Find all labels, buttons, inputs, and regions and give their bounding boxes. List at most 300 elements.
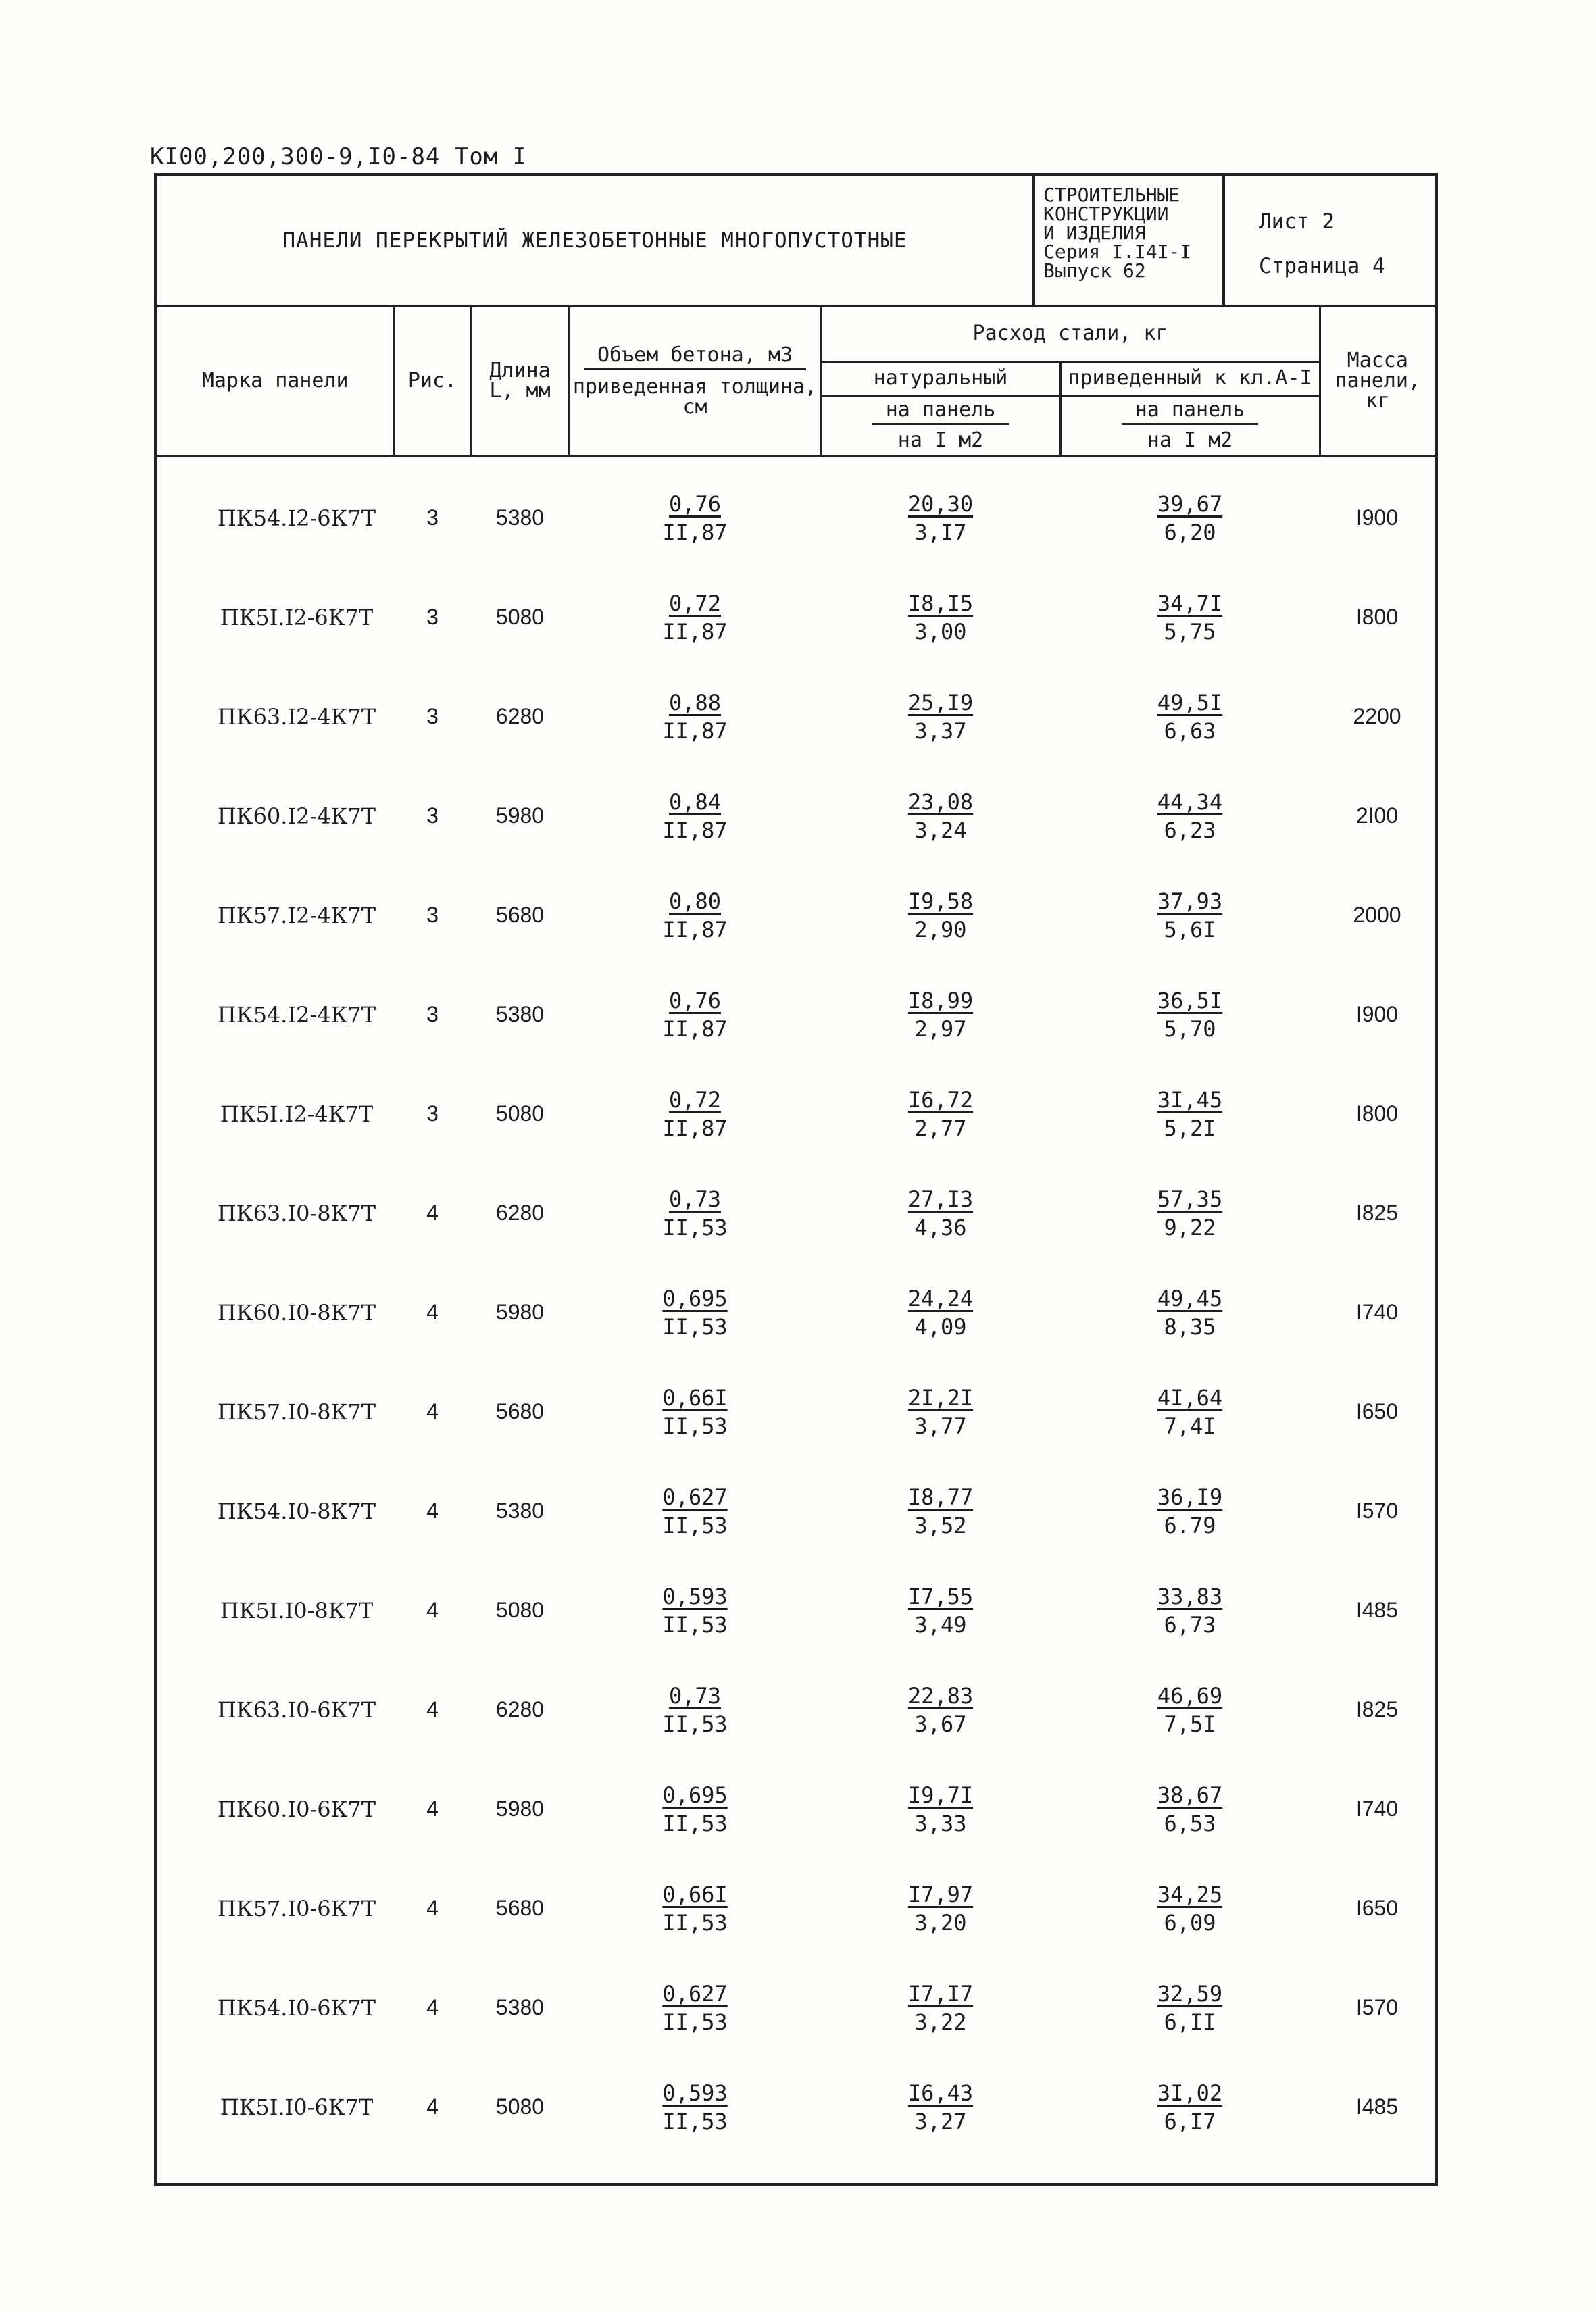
table-row <box>157 1759 1435 1859</box>
steel-reduced <box>1060 865 1320 965</box>
panel-mark-text: ПК5I.I2-6К7Т <box>220 604 374 630</box>
panel-mark <box>157 766 394 865</box>
fraction-value <box>908 1781 973 1838</box>
table-row <box>157 1461 1435 1561</box>
header-length: Длина L, мм <box>471 307 569 456</box>
value-denominator: II,53 <box>662 2009 728 2035</box>
panel-mark <box>157 456 394 568</box>
value-numerator: 57,35 <box>1157 1186 1223 1212</box>
value-denominator: 6,09 <box>1164 1909 1216 1936</box>
panel-mark <box>157 667 394 766</box>
steel-reduced <box>1060 456 1320 568</box>
title-block <box>157 176 1435 307</box>
steel-natural <box>821 766 1060 865</box>
fraction-value <box>908 1682 973 1738</box>
header-figure: Рис. <box>394 307 471 456</box>
figure-text: 4 <box>426 1896 439 1920</box>
steel-natural <box>821 568 1060 667</box>
concrete-volume <box>569 568 821 667</box>
fraction-value <box>1157 1980 1222 2036</box>
panel-mark <box>157 2057 394 2157</box>
panel-length <box>471 1561 569 1660</box>
concrete-volume <box>569 1064 821 1163</box>
fraction-value <box>662 986 727 1043</box>
panel-mark <box>157 1759 394 1859</box>
steel-reduced <box>1060 1958 1320 2057</box>
value-numerator: 2I,2I <box>907 1384 974 1411</box>
mass-text: 2I00 <box>1355 803 1399 828</box>
panel-mark <box>157 568 394 667</box>
figure-text: 4 <box>426 2094 439 2119</box>
value-denominator: 6,I7 <box>1164 2108 1216 2134</box>
value-numerator: 46,69 <box>1157 1682 1223 1709</box>
value-denominator: 6,20 <box>1164 519 1216 545</box>
steel-reduced <box>1060 965 1320 1064</box>
figure-text: 3 <box>426 1002 439 1026</box>
header-reduced: приведенный к кл.А-I <box>1060 361 1320 395</box>
concrete-volume <box>569 1561 821 1660</box>
value-denominator: 3,24 <box>914 817 967 843</box>
figure-number <box>394 965 471 1064</box>
panel-length <box>471 965 569 1064</box>
value-numerator: 0,695 <box>662 1782 728 1808</box>
series-line: Серия I.I4I-I <box>1043 241 1192 263</box>
steel-natural <box>821 2057 1060 2157</box>
panel-mark <box>157 1561 394 1660</box>
value-denominator: 3,22 <box>914 2009 967 2035</box>
value-numerator: 27,I3 <box>907 1186 974 1212</box>
fraction-value <box>1157 1185 1222 1242</box>
panel-mass <box>1320 1859 1435 1958</box>
mass-text: I740 <box>1355 1300 1399 1324</box>
header-per-m2: на I м2 <box>897 428 984 453</box>
fraction-value <box>908 1185 973 1242</box>
panel-length <box>471 456 569 568</box>
figure-text: 4 <box>426 1499 439 1523</box>
series-info <box>1032 176 1225 305</box>
steel-natural <box>821 1064 1060 1163</box>
value-denominator: II,87 <box>662 718 728 744</box>
fraction-value <box>908 788 973 845</box>
page-number: Страница 4 <box>1259 254 1385 278</box>
mass-text: I800 <box>1355 1101 1399 1126</box>
fraction-value <box>1157 887 1222 944</box>
table-row <box>157 1859 1435 1958</box>
header-volume <box>569 307 821 456</box>
value-denominator: II,87 <box>662 519 728 545</box>
figure-text: 3 <box>426 1101 439 1126</box>
value-denominator: 9,22 <box>1164 1214 1216 1240</box>
panel-length <box>471 1263 569 1362</box>
value-denominator: 4,09 <box>914 1313 967 1340</box>
value-numerator: 49,45 <box>1157 1285 1223 1311</box>
value-denominator: 3,52 <box>914 1512 967 1538</box>
panel-mass <box>1320 1958 1435 2057</box>
document-title: ПАНЕЛИ ПЕРЕКРЫТИЙ ЖЕЛЕЗОБЕТОННЫЕ МНОГОПУСТОТНЫЕ <box>282 228 907 253</box>
panel-mass <box>1320 456 1435 568</box>
concrete-volume <box>569 1362 821 1461</box>
length-text: 5980 <box>495 803 545 828</box>
value-denominator: 3,27 <box>914 2108 967 2134</box>
steel-reduced <box>1060 766 1320 865</box>
steel-reduced <box>1060 1660 1320 1759</box>
figure-number <box>394 2057 471 2157</box>
length-text: 6280 <box>495 1201 545 1225</box>
length-text: 5380 <box>495 505 545 530</box>
fraction-value <box>662 1980 727 2036</box>
value-denominator: II,53 <box>662 1909 728 1936</box>
panel-mark <box>157 1263 394 1362</box>
panel-mark-text: ПК60.I0-8К7Т <box>217 1299 376 1326</box>
panel-mark-text: ПК54.I0-8К7Т <box>217 1498 376 1524</box>
value-numerator: 3I,02 <box>1157 2080 1223 2106</box>
length-text: 5680 <box>495 1399 545 1424</box>
table-row <box>157 1163 1435 1263</box>
concrete-volume <box>569 865 821 965</box>
value-numerator: 0,76 <box>668 987 722 1013</box>
value-numerator: 0,66I <box>662 1384 728 1411</box>
steel-natural <box>821 965 1060 1064</box>
table-row <box>157 1561 1435 1660</box>
fraction-value <box>662 788 727 845</box>
fraction-value <box>662 1185 727 1242</box>
value-denominator: 3,67 <box>914 1711 967 1737</box>
value-denominator: 3,77 <box>914 1413 967 1439</box>
fraction-value <box>908 589 973 646</box>
panel-mark <box>157 1859 394 1958</box>
concrete-volume <box>569 1759 821 1859</box>
panel-mass <box>1320 568 1435 667</box>
table-row <box>157 965 1435 1064</box>
panel-mark-text: ПК57.I0-8К7Т <box>217 1399 376 1425</box>
length-text: 5980 <box>495 1796 545 1821</box>
mass-text: I570 <box>1355 1995 1399 2019</box>
value-denominator: 5,75 <box>1164 618 1216 645</box>
value-denominator: II,87 <box>662 817 728 843</box>
mass-text: I650 <box>1355 1896 1399 1920</box>
panel-mark-text: ПК54.I2-4К7Т <box>217 1001 376 1028</box>
fraction-value <box>1157 1086 1222 1142</box>
steel-natural <box>821 1561 1060 1660</box>
figure-text: 3 <box>426 704 439 728</box>
figure-number <box>394 1958 471 2057</box>
steel-reduced <box>1060 1561 1320 1660</box>
value-denominator: 5,70 <box>1164 1015 1216 1042</box>
figure-number <box>394 1461 471 1561</box>
fraction-value <box>1157 1682 1222 1738</box>
fraction-value <box>1157 2079 1222 2136</box>
header-per-panel: на панель <box>1122 400 1259 425</box>
figure-number <box>394 1660 471 1759</box>
value-numerator: 4I,64 <box>1157 1384 1223 1411</box>
panel-mark-text: ПК5I.I0-8К7Т <box>220 1597 374 1624</box>
fraction-value <box>662 1384 727 1440</box>
fraction-value <box>662 1880 727 1937</box>
length-text: 6280 <box>495 704 545 728</box>
steel-reduced <box>1060 667 1320 766</box>
value-denominator: 4,36 <box>914 1214 967 1240</box>
figure-text: 4 <box>426 1995 439 2019</box>
panel-mass <box>1320 667 1435 766</box>
value-numerator: I7,97 <box>907 1881 974 1907</box>
panel-mass <box>1320 766 1435 865</box>
panel-mark <box>157 1064 394 1163</box>
series-line: КОНСТРУКЦИИ <box>1043 203 1169 225</box>
value-denominator: II,87 <box>662 1015 728 1042</box>
fraction-value <box>1157 1781 1222 1838</box>
fraction-value <box>1157 1880 1222 1937</box>
panel-mass <box>1320 1660 1435 1759</box>
header-reduced-units <box>1060 395 1320 456</box>
panel-mark <box>157 1362 394 1461</box>
value-denominator: 3,49 <box>914 1611 967 1638</box>
steel-natural <box>821 1859 1060 1958</box>
fraction-value <box>908 688 973 745</box>
value-denominator: II,53 <box>662 1512 728 1538</box>
value-denominator: 2,97 <box>914 1015 967 1042</box>
value-numerator: 23,08 <box>907 788 974 815</box>
value-numerator: I8,77 <box>907 1484 974 1510</box>
value-numerator: 49,5I <box>1157 689 1223 715</box>
fraction-value <box>1157 986 1222 1043</box>
value-numerator: 0,593 <box>662 2080 728 2106</box>
figure-number <box>394 456 471 568</box>
value-numerator: 0,66I <box>662 1881 728 1907</box>
steel-natural <box>821 1263 1060 1362</box>
value-numerator: I9,58 <box>907 888 974 914</box>
fraction-value <box>1157 1284 1222 1341</box>
panel-mass <box>1320 1561 1435 1660</box>
fraction-value <box>908 1880 973 1937</box>
steel-natural <box>821 1163 1060 1263</box>
concrete-volume <box>569 1859 821 1958</box>
value-denominator: 2,77 <box>914 1115 967 1141</box>
value-denominator: II,53 <box>662 1214 728 1240</box>
value-numerator: 34,7I <box>1157 590 1223 616</box>
header-natural: натуральный <box>821 361 1060 395</box>
figure-number <box>394 1163 471 1263</box>
fraction-value <box>908 887 973 944</box>
steel-reduced <box>1060 1163 1320 1263</box>
sheet-number: Лист 2 <box>1259 209 1335 234</box>
sheet-frame <box>154 173 1438 2186</box>
document-code: КI00,200,300-9,I0-84 Том I <box>150 143 528 170</box>
figure-text: 4 <box>426 1796 439 1821</box>
fraction-value <box>1157 788 1222 845</box>
table-row <box>157 1362 1435 1461</box>
sheet-info <box>1225 176 1435 305</box>
value-numerator: 0,80 <box>668 888 722 914</box>
value-numerator: I6,72 <box>907 1086 974 1113</box>
panel-length <box>471 568 569 667</box>
concrete-volume <box>569 667 821 766</box>
value-numerator: 0,73 <box>668 1682 722 1709</box>
value-denominator: 3,37 <box>914 718 967 744</box>
concrete-volume <box>569 1163 821 1263</box>
length-text: 6280 <box>495 1697 545 1721</box>
concrete-volume <box>569 1461 821 1561</box>
panel-mark-text: ПК54.I0-6К7Т <box>217 1994 376 2021</box>
fraction-value <box>662 1582 727 1639</box>
fraction-value <box>662 2079 727 2136</box>
table-body <box>157 456 1435 2157</box>
value-numerator: 44,34 <box>1157 788 1223 815</box>
value-numerator: 37,93 <box>1157 888 1223 914</box>
figure-text: 4 <box>426 1300 439 1324</box>
table-row <box>157 456 1435 568</box>
value-denominator: 6,II <box>1164 2009 1216 2035</box>
value-numerator: I8,99 <box>907 987 974 1013</box>
table-header <box>157 307 1435 456</box>
figure-number <box>394 1561 471 1660</box>
header-steel: Расход стали, кг <box>821 307 1320 361</box>
value-denominator: 7,4I <box>1164 1413 1216 1439</box>
panel-mass <box>1320 1362 1435 1461</box>
length-text: 5980 <box>495 1300 545 1324</box>
header-per-m2: на I м2 <box>1147 428 1233 453</box>
series-line: И ИЗДЕЛИЯ <box>1043 222 1146 244</box>
panel-mark <box>157 1461 394 1561</box>
panel-length <box>471 1759 569 1859</box>
panel-mass <box>1320 2057 1435 2157</box>
value-denominator: 3,I7 <box>914 519 967 545</box>
length-text: 5380 <box>495 1499 545 1523</box>
fraction-value <box>908 1384 973 1440</box>
concrete-volume <box>569 1263 821 1362</box>
figure-number <box>394 865 471 965</box>
value-denominator: 6,23 <box>1164 817 1216 843</box>
value-denominator: 3,33 <box>914 1810 967 1836</box>
value-numerator: I7,55 <box>907 1583 974 1609</box>
length-text: 5380 <box>495 1995 545 2019</box>
table-row <box>157 1064 1435 1163</box>
panel-length <box>471 865 569 965</box>
mass-text: 2200 <box>1353 704 1401 728</box>
value-numerator: I8,I5 <box>907 590 974 616</box>
value-denominator: 7,5I <box>1164 1711 1216 1737</box>
figure-number <box>394 568 471 667</box>
panel-mark-text: ПК60.I2-4К7Т <box>217 803 376 829</box>
panel-mass <box>1320 1163 1435 1263</box>
panel-mass <box>1320 1759 1435 1859</box>
fraction-value <box>1157 490 1222 547</box>
mass-text: I650 <box>1355 1399 1399 1424</box>
value-denominator: 3,00 <box>914 618 967 645</box>
fraction-value <box>662 1682 727 1738</box>
fraction-value <box>662 688 727 745</box>
mass-text: 2000 <box>1353 903 1401 927</box>
steel-natural <box>821 456 1060 568</box>
panel-mark-text: ПК5I.I0-6К7Т <box>220 2094 374 2120</box>
table-row <box>157 1263 1435 1362</box>
fraction-value <box>662 589 727 646</box>
value-numerator: I7,I7 <box>907 1980 974 2007</box>
value-numerator: I6,43 <box>907 2080 974 2106</box>
table-row <box>157 667 1435 766</box>
value-denominator: 6.79 <box>1164 1512 1216 1538</box>
panel-mark-text: ПК63.I0-8К7Т <box>217 1200 376 1226</box>
table-row <box>157 1660 1435 1759</box>
mass-text: I485 <box>1355 2094 1399 2119</box>
length-text: 5680 <box>495 903 545 927</box>
figure-text: 3 <box>426 605 439 629</box>
value-denominator: II,53 <box>662 1711 728 1737</box>
panel-mark-text: ПК60.I0-6К7Т <box>217 1796 376 1822</box>
concrete-volume <box>569 766 821 865</box>
value-numerator: 0,72 <box>668 1086 722 1113</box>
value-denominator: 6,73 <box>1164 1611 1216 1638</box>
panel-length <box>471 1064 569 1163</box>
panel-mark <box>157 965 394 1064</box>
figure-number <box>394 667 471 766</box>
fraction-value <box>662 1781 727 1838</box>
value-numerator: 38,67 <box>1157 1782 1223 1808</box>
length-text: 5380 <box>495 1002 545 1026</box>
panel-spec-table <box>157 307 1435 2157</box>
length-text: 5680 <box>495 1896 545 1920</box>
concrete-volume <box>569 2057 821 2157</box>
value-numerator: 39,67 <box>1157 491 1223 517</box>
header-volume-top: Объем бетона, м3 <box>584 345 806 370</box>
header-mass: Масса панели, кг <box>1320 307 1435 456</box>
value-denominator: II,87 <box>662 1115 728 1141</box>
panel-mass <box>1320 1064 1435 1163</box>
value-numerator: 22,83 <box>907 1682 974 1709</box>
figure-number <box>394 1859 471 1958</box>
figure-text: 4 <box>426 1201 439 1225</box>
panel-mark-text: ПК57.I0-6К7Т <box>217 1895 376 1921</box>
figure-number <box>394 1362 471 1461</box>
length-text: 5080 <box>495 1598 545 1622</box>
fraction-value <box>908 1086 973 1142</box>
concrete-volume <box>569 456 821 568</box>
value-numerator: 0,88 <box>668 689 722 715</box>
panel-mark-text: ПК57.I2-4К7Т <box>217 902 376 928</box>
steel-reduced <box>1060 2057 1320 2157</box>
mass-text: I485 <box>1355 1598 1399 1622</box>
value-denominator: II,87 <box>662 916 728 942</box>
fraction-value <box>908 2079 973 2136</box>
value-numerator: 36,5I <box>1157 987 1223 1013</box>
figure-text: 4 <box>426 1598 439 1622</box>
length-text: 5080 <box>495 605 545 629</box>
steel-reduced <box>1060 1859 1320 1958</box>
length-text: 5080 <box>495 2094 545 2119</box>
steel-reduced <box>1060 1461 1320 1561</box>
value-denominator: 5,6I <box>1164 916 1216 942</box>
concrete-volume <box>569 1958 821 2057</box>
steel-natural <box>821 1958 1060 2057</box>
fraction-value <box>908 1483 973 1540</box>
value-numerator: 20,30 <box>907 491 974 517</box>
panel-mark <box>157 865 394 965</box>
value-numerator: 0,593 <box>662 1583 728 1609</box>
mass-text: I825 <box>1355 1697 1399 1721</box>
panel-mark <box>157 1163 394 1263</box>
figure-text: 3 <box>426 903 439 927</box>
steel-reduced <box>1060 1362 1320 1461</box>
figure-number <box>394 766 471 865</box>
fraction-value <box>1157 1384 1222 1440</box>
value-denominator: 6,63 <box>1164 718 1216 744</box>
fraction-value <box>908 1284 973 1341</box>
value-numerator: 0,627 <box>662 1980 728 2007</box>
steel-natural <box>821 667 1060 766</box>
series-line: Выпуск 62 <box>1043 259 1146 282</box>
steel-natural <box>821 1461 1060 1561</box>
steel-reduced <box>1060 1759 1320 1859</box>
panel-length <box>471 667 569 766</box>
